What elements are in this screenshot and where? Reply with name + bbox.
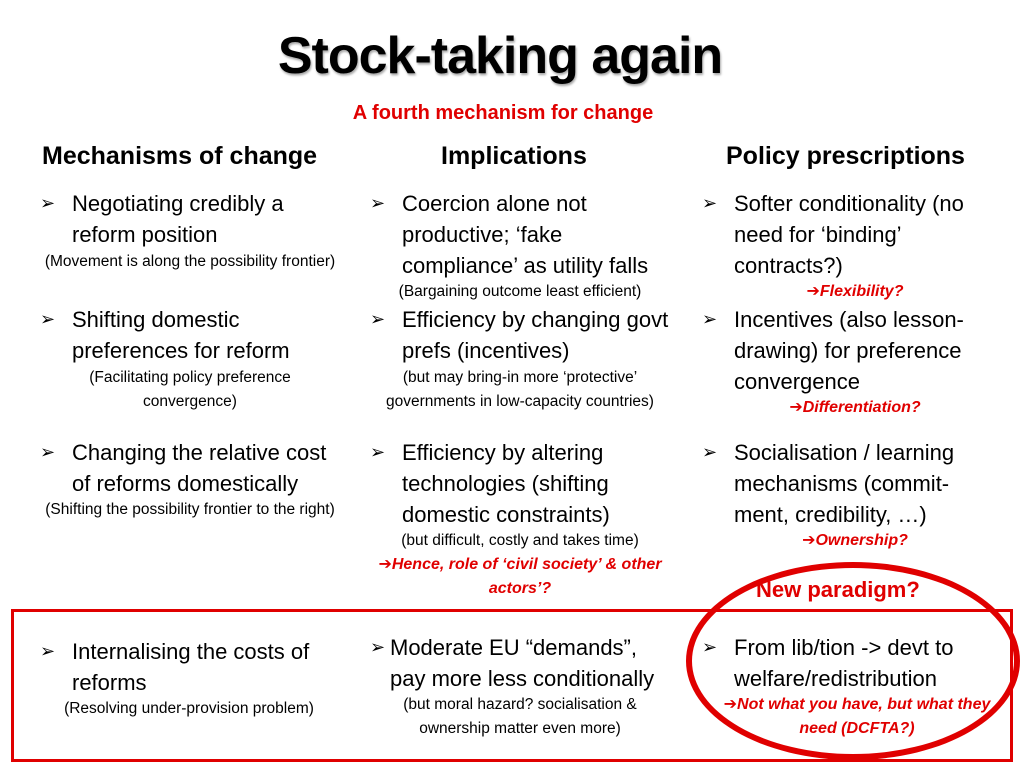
- policy-item-3: [702, 437, 1002, 530]
- policy-red-note: [700, 529, 1010, 553]
- implication-note: (but may bring-in more ‘protective’ governments in low-capacity countries): [386, 369, 654, 410]
- bullet-arrow-icon: ➢: [702, 637, 718, 657]
- mechanism-text: Changing the relative cost of reforms domestically: [72, 440, 327, 496]
- slide-subtitle: A fourth mechanism for change: [352, 102, 654, 124]
- policy-red-note: [700, 396, 1010, 420]
- mechanism-item-2: [40, 304, 345, 366]
- bullet-arrow-icon: ➢: [40, 442, 56, 462]
- bullet-arrow-icon: ➢: [370, 637, 386, 657]
- mechanism-text: Internalising the costs of reforms: [72, 639, 310, 695]
- policy-red-text: Ownership?: [815, 532, 908, 549]
- right-arrow-icon: ➔: [806, 283, 820, 300]
- bullet-arrow-icon: ➢: [370, 193, 386, 213]
- implication-note: (but difficult, costly and takes time): [401, 532, 639, 549]
- implication-note: (but moral hazard? socialisation & ownership matter even more): [403, 696, 637, 737]
- policy-red-text: Flexibility?: [819, 283, 904, 300]
- bullet-arrow-icon: ➢: [40, 193, 56, 213]
- mechanism-note: (Shifting the possibility frontier to the right): [45, 501, 335, 518]
- implication-item-4: [370, 632, 670, 694]
- mechanism-text: Negotiating credibly a reform position: [72, 191, 284, 247]
- policy-red-text: Differentiation?: [802, 399, 921, 416]
- mechanism-item-3: [40, 437, 350, 499]
- policy-red-note: [700, 280, 1010, 304]
- slide-title: Stock-taking again: [277, 27, 723, 85]
- implication-item-2: [370, 304, 680, 366]
- implication-red-text: Hence, role of ‘civil society’ & other actors’?: [391, 556, 662, 597]
- implication-text: Coercion alone not productive; ‘fake compliance’ as utility falls: [402, 191, 649, 278]
- bullet-arrow-icon: ➢: [40, 309, 56, 329]
- new-paradigm-label: New paradigm?: [756, 577, 920, 602]
- policy-item-4: [702, 632, 992, 694]
- right-arrow-icon: ➔: [723, 696, 738, 713]
- policy-text: Incentives (also lesson-drawing) for preference convergence: [734, 307, 964, 394]
- implication-item-1: [370, 188, 680, 281]
- mechanism-item-4: [40, 636, 340, 698]
- column-heading-implications: Implications: [441, 142, 587, 170]
- policy-item-1: [702, 188, 1002, 281]
- bullet-arrow-icon: ➢: [702, 442, 718, 462]
- mechanism-note: (Resolving under-provision problem): [64, 700, 314, 717]
- mechanism-text: Shifting domestic preferences for reform: [72, 307, 290, 363]
- policy-text: Softer conditionality (no need for ‘binding’ contracts?): [734, 191, 964, 278]
- mechanism-note: (Facilitating policy preference convergence): [89, 369, 291, 410]
- policy-text: Socialisation / learning mechanisms (commit-ment, credibility, …): [734, 440, 955, 527]
- policy-red-text: Not what you have, but what they need (DCFTA?): [737, 696, 991, 737]
- implication-text: Efficiency by altering technologies (shifting domestic constraints): [402, 440, 610, 527]
- implication-item-3: [370, 437, 670, 530]
- implication-text: Efficiency by changing govt prefs (incentives): [402, 307, 669, 363]
- implication-red-note: [375, 553, 665, 601]
- bullet-arrow-icon: ➢: [370, 309, 386, 329]
- right-arrow-icon: ➔: [802, 532, 816, 549]
- right-arrow-icon: ➔: [789, 399, 803, 416]
- right-arrow-icon: ➔: [378, 556, 392, 573]
- bullet-arrow-icon: ➢: [702, 193, 718, 213]
- mechanism-note: (Movement is along the possibility frontier): [44, 253, 336, 270]
- implication-text: Moderate EU “demands”, pay more less conditionally: [390, 635, 655, 691]
- column-heading-mechanisms: Mechanisms of change: [42, 142, 318, 170]
- policy-red-note: [712, 693, 1002, 741]
- policy-item-2: [702, 304, 1002, 397]
- bullet-arrow-icon: ➢: [702, 309, 718, 329]
- bullet-arrow-icon: ➢: [370, 442, 386, 462]
- implication-note: (Bargaining outcome least efficient): [398, 283, 642, 300]
- bullet-arrow-icon: ➢: [40, 641, 56, 661]
- policy-text: From lib/tion -> devt to welfare/redistribution: [734, 635, 954, 691]
- mechanism-item-1: [40, 188, 345, 250]
- column-heading-policy: Policy prescriptions: [726, 142, 965, 170]
